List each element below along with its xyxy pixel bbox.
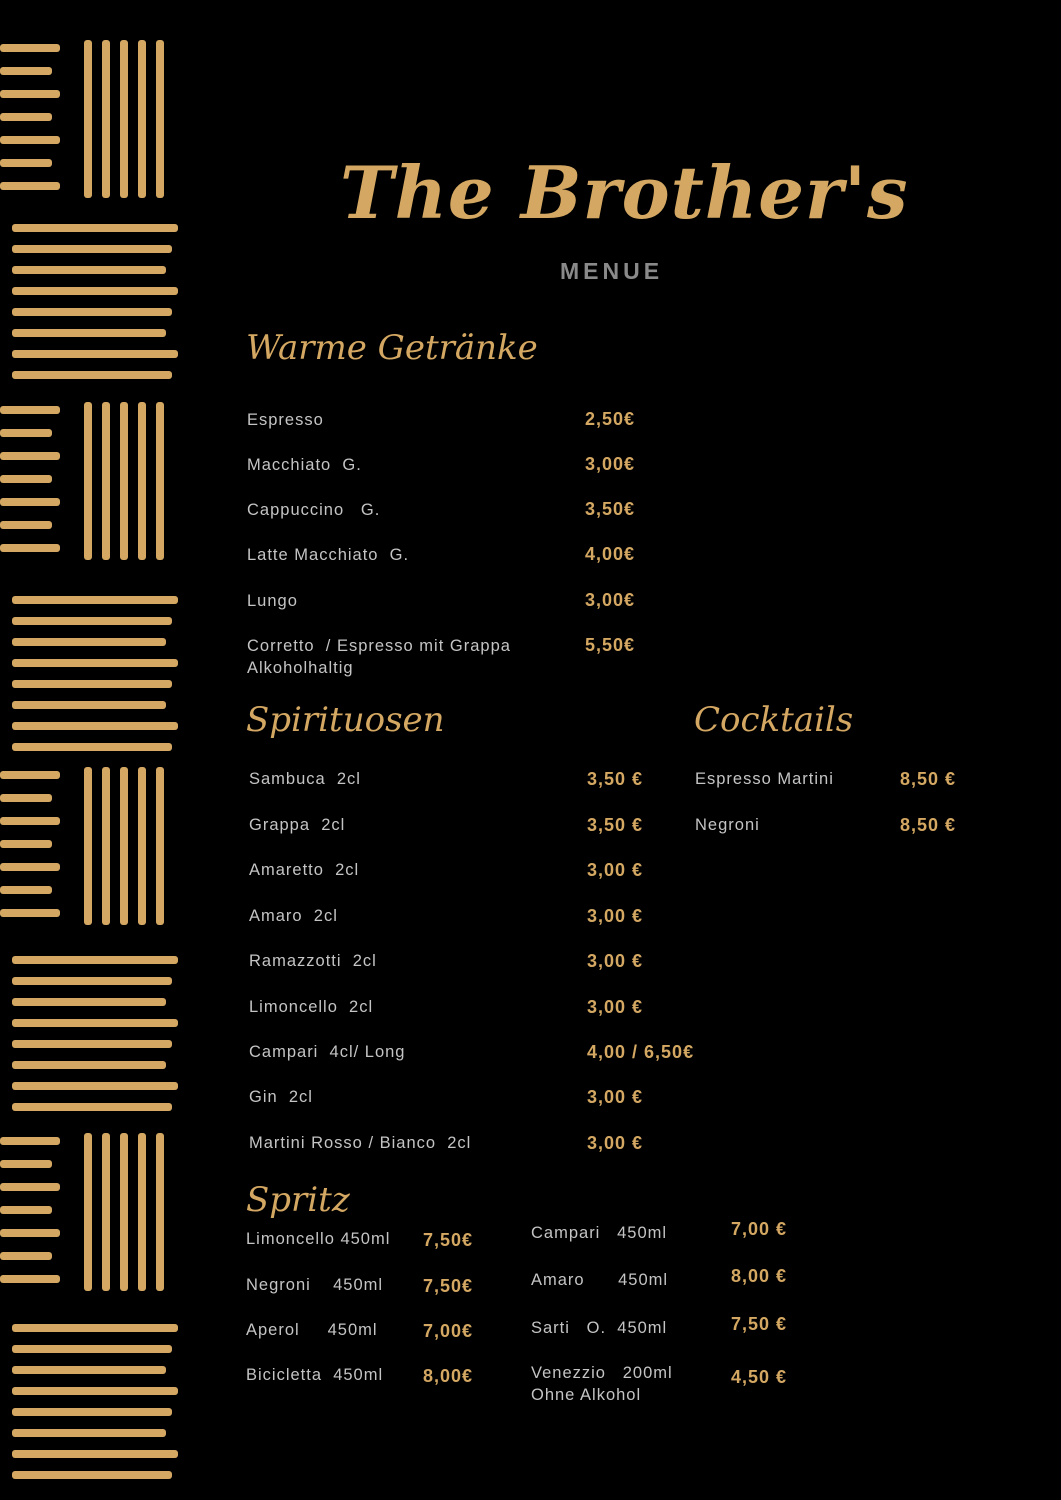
brush-stroke [12,998,166,1006]
brush-stroke [0,475,52,483]
brush-stroke [12,329,166,337]
menu-item-price: 3,00€ [585,454,636,474]
brush-stroke [138,767,146,925]
brush-stroke [0,794,52,802]
menu-item-price: 8,50 € [900,815,957,835]
menu-item-price: 8,00 € [731,1266,788,1286]
brush-stroke [138,40,146,198]
brush-stroke [12,224,178,232]
menu-item-name: Lungo [247,592,298,610]
brush-stroke [0,909,60,917]
menu-item-name: Sarti O. 450ml [531,1319,668,1337]
brush-stroke [156,767,164,925]
menu-item-price: 7,00€ [423,1321,474,1341]
brush-stroke [12,1082,178,1090]
brush-stroke [12,1103,172,1111]
menu-item-name: Limoncello 2cl [249,998,374,1016]
brush-stroke [12,1019,178,1027]
brush-stroke [0,544,60,552]
menu-item-name: Negroni 450ml [246,1276,384,1294]
menu-item-price: 7,50 € [731,1314,788,1334]
menu-item-name: Espresso [247,411,324,429]
brush-stroke [156,402,164,560]
brush-stroke [0,840,52,848]
brush-stroke [120,40,128,198]
brush-stroke [0,886,52,894]
brush-stroke [102,402,110,560]
brush-stroke [12,659,178,667]
brush-stroke [0,1160,52,1168]
brush-stroke [12,680,172,688]
brush-stroke [12,977,172,985]
brush-stroke [84,767,92,925]
menu-item-name: Latte Macchiato G. [247,546,410,564]
brush-stroke [156,1133,164,1291]
menu-item-price: 3,50 € [587,815,644,835]
menu-item-price: 2,50€ [585,409,636,429]
menu-item-price: 8,00€ [423,1366,474,1386]
menu-item-price: 4,00 / 6,50€ [587,1042,695,1062]
menu-item-name: Corretto / Espresso mit Grappa [247,637,511,655]
menu-item-name: Aperol 450ml [246,1321,378,1339]
section-heading-cocktails: Cocktails [694,700,854,740]
menu-item-note: Ohne Alkohol [531,1386,642,1404]
brush-stroke [102,1133,110,1291]
menu-item-name: Bicicletta 450ml [246,1366,384,1384]
brush-stroke [12,1040,172,1048]
brush-stroke [12,1471,172,1479]
menu-item-price: 3,00 € [587,951,644,971]
brush-stroke [0,44,60,52]
brush-stroke [0,1206,52,1214]
brush-stroke [12,1061,166,1069]
brush-stroke [0,1183,60,1191]
brush-stroke [12,956,178,964]
menu-item-name: Venezzio 200ml [531,1364,673,1382]
menu-item-price: 3,50€ [585,499,636,519]
menu-item-price: 7,50€ [423,1276,474,1296]
brush-stroke [12,245,172,253]
brush-stroke [156,40,164,198]
menu-item-name: Limoncello 450ml [246,1230,391,1248]
brush-stroke [0,452,60,460]
brush-stroke [0,863,60,871]
menu-item-price: 3,00€ [585,590,636,610]
menu-item-name: Amaro 450ml [531,1271,669,1289]
menu-item-price: 8,50 € [900,769,957,789]
brush-stroke [12,266,166,274]
brush-stroke [12,638,166,646]
menu-item-price: 3,00 € [587,860,644,880]
menu-item-price: 3,00 € [587,1087,644,1107]
brush-stroke [12,701,166,709]
brush-stroke [0,1229,60,1237]
brush-stroke [12,1429,166,1437]
brush-stroke [0,771,60,779]
menu-item-name: Negroni [695,816,760,834]
brush-stroke [12,1387,178,1395]
brush-stroke [12,350,178,358]
menu-item-price: 3,00 € [587,1133,644,1153]
menu-item-price: 4,50 € [731,1367,788,1387]
brush-stroke [0,90,60,98]
menu-item-price: 3,50 € [587,769,644,789]
menu-item-name: Sambuca 2cl [249,770,361,788]
brush-stroke [12,596,178,604]
menu-item-price: 3,00 € [587,906,644,926]
brush-stroke [0,136,60,144]
menu-item-name: Martini Rosso / Bianco 2cl [249,1134,472,1152]
menu-item-note: Alkoholhaltig [247,659,354,677]
brush-stroke [0,817,60,825]
menu-item-price: 3,00 € [587,997,644,1017]
menu-item-price: 5,50€ [585,635,636,655]
brush-stroke [138,402,146,560]
brush-stroke [12,308,172,316]
menu-item-name: Espresso Martini [695,770,834,788]
menu-item-name: Amaro 2cl [249,907,338,925]
brush-stroke [84,402,92,560]
brush-stroke [12,1345,172,1353]
menu-item-price: 7,50€ [423,1230,474,1250]
menu-item-name: Cappuccino G. [247,501,381,519]
brush-stroke [0,1137,60,1145]
brush-stroke [0,159,52,167]
brush-stroke [12,1366,166,1374]
brush-stroke [12,617,172,625]
brush-stroke [120,767,128,925]
brush-stroke [0,521,52,529]
menu-item-name: Macchiato G. [247,456,362,474]
brush-stroke [12,1324,178,1332]
brush-stroke [0,182,60,190]
brush-stroke [12,743,172,751]
brush-stroke [0,498,60,506]
menu-item-price: 4,00€ [585,544,636,564]
section-heading-warme-getraenke: Warme Getränke [246,328,538,368]
brush-stroke [0,1275,60,1283]
brush-stroke [12,371,172,379]
brush-stroke [138,1133,146,1291]
menu-item-name: Campari 450ml [531,1224,668,1242]
menu-item-name: Amaretto 2cl [249,861,360,879]
brush-stroke [12,722,178,730]
brush-stroke [0,67,52,75]
menu-item-name: Gin 2cl [249,1088,313,1106]
brush-stroke [12,287,178,295]
brush-stroke [0,406,60,414]
brush-stroke [102,40,110,198]
menu-item-price: 7,00 € [731,1219,788,1239]
brush-stroke [120,1133,128,1291]
restaurant-title: The Brother's [340,150,909,235]
menu-item-name: Campari 4cl/ Long [249,1043,406,1061]
brush-stroke [84,40,92,198]
brush-stroke [102,767,110,925]
brush-stroke [0,1252,52,1260]
brush-stroke [0,113,52,121]
menu-item-name: Grappa 2cl [249,816,346,834]
menu-subtitle: MENUE [560,258,664,284]
brush-stroke [0,429,52,437]
section-heading-spritz: Spritz [246,1180,350,1220]
section-heading-spirituosen: Spirituosen [246,700,445,740]
decorative-brush-pattern [0,38,182,1483]
brush-stroke [12,1408,172,1416]
menu-item-name: Ramazzotti 2cl [249,952,377,970]
brush-stroke [120,402,128,560]
brush-stroke [12,1450,178,1458]
brush-stroke [84,1133,92,1291]
